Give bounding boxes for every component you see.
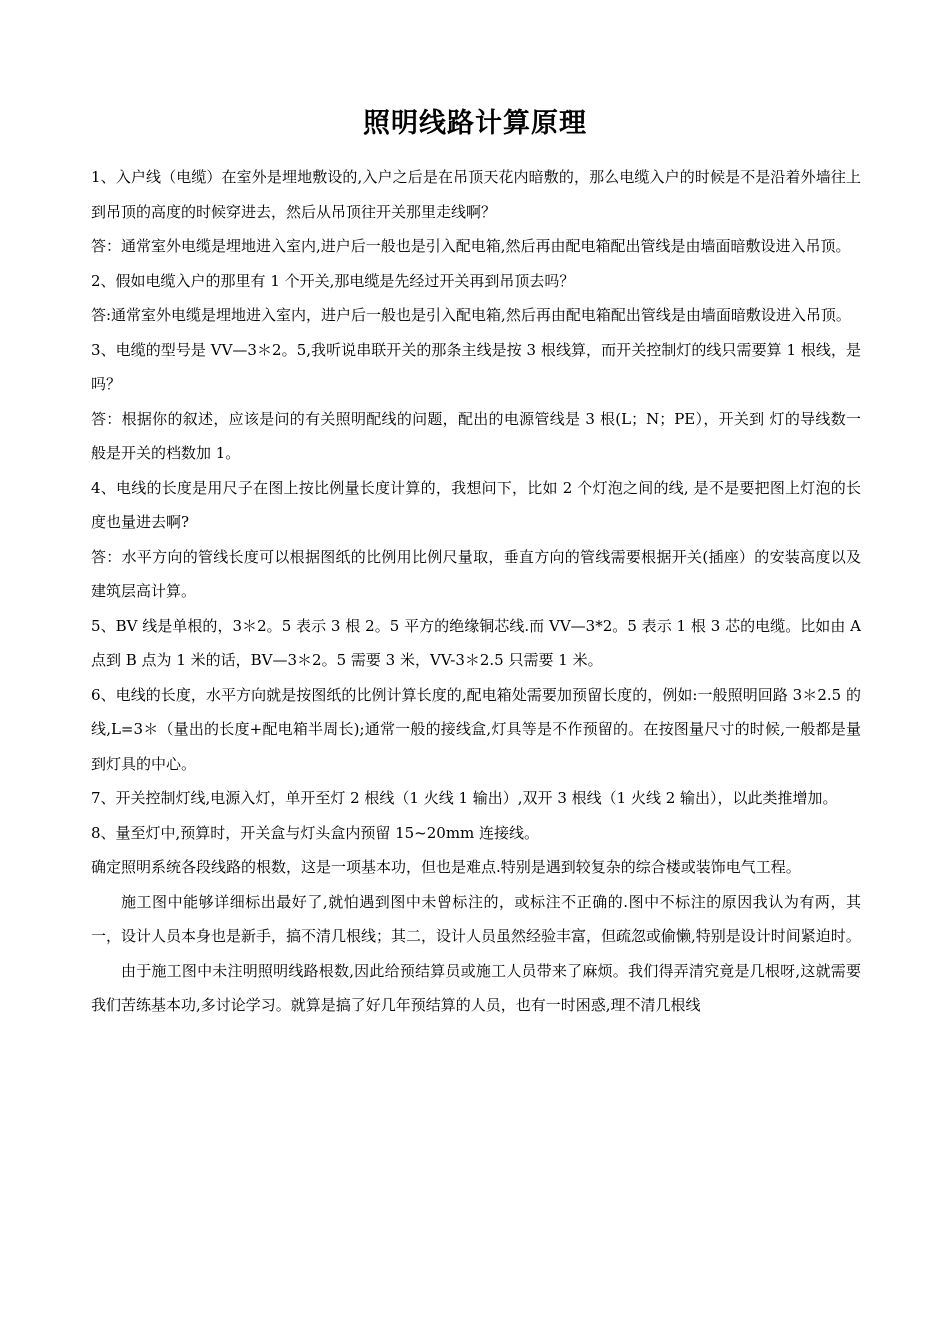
paragraph-q3: 3、电缆的型号是 VV—3＊2。5,我听说串联开关的那条主线是按 3 根线算，而开关控制灯的线只需要算 1 根线，是吗？ [91,340,861,393]
paragraph-a3: 答：根据你的叙述，应该是问的有关照明配线的问题，配出的电源管线是 3 根(L；N；PE），开关到 灯的导线数一般是开关的档数加 1。 [91,409,861,462]
paragraph-a1: 答：通常室外电缆是埋地进入室内,进户后一般也是引入配电箱,然后再由配电箱配出管线是由墙面暗敷设进入吊顶。 [91,237,851,255]
paragraph-body-1: 施工图中能够详细标出最好了,就怕遇到图中未曾标注的，或标注不正确的.图中不标注的原因我认为有两，其一，设计人员本身也是新手，搞不清几根线；其二，设计人员虽然经验丰富，但疏忽或偷懒,特别是设计时间紧迫时。 [91,892,861,945]
paragraph-a4: 答：水平方向的管线长度可以根据图纸的比例用比例尺量取，垂直方向的管线需要根据开关(插座）的安装高度以及建筑层高计算。 [91,547,861,600]
paragraph-intro: 确定照明系统各段线路的根数，这是一项基本功，但也是难点.特别是遇到较复杂的综合楼或装饰电气工程。 [91,858,801,876]
paragraph-q2: 2、假如电缆入户的那里有 1 个开关,那电缆是先经过开关再到吊顶去吗？ [91,271,575,290]
paragraph-item6: 6、电线的长度，水平方向就是按图纸的比例计算长度的,配电箱处需要加预留长度的，例如:一般照明回路 3＊2.5 的线,L=3＊（量出的长度+配电箱半周长);通常一般的接线盒,灯具等是不作预留的。在按图量尺寸的时候,一般都是量到灯具的中心。 [91,685,861,773]
paragraph-q1: 1、入户线（电缆）在室外是埋地敷设的,入户之后是在吊顶天花内暗敷的，那么电缆入户的时候是不是沿着外墙往上到吊顶的高度的时候穿进去，然后从吊顶往开关那里走线啊？ [91,168,861,221]
page-title: 照明线路计算原理 [363,108,587,139]
document-body [91,160,861,1023]
paragraph-q4: 4、电线的长度是用尺子在图上按比例量长度计算的，我想问下，比如 2 个灯泡之间的线, 是不是要把图上灯泡的长度也量进去啊? [91,478,861,531]
paragraph-item5: 5、BV 线是单根的，3＊2。5 表示 3 根 2。5 平方的绝缘铜芯线.而 VV—3*2。5 表示 1 根 3 芯的电缆。比如由 A 点到 B 点为 1 米的话，BV—3＊2。5 需要 3 米，VV-3＊2.5 只需要 1 米。 [91,616,861,669]
paragraph-body-2: 由于施工图中未注明照明线路根数,因此给预结算员或施工人员带来了麻烦。我们得弄清究竟是几根呀,这就需要我们苦练基本功,多讨论学习。就算是搞了好几年预结算的人员，也有一时困惑,理不清几根线 [91,961,861,1014]
paragraph-item7: 7、开关控制灯线,电源入灯，单开至灯 2 根线（1 火线 1 输出）,双开 3 根线（1 火线 2 输出），以此类推增加。 [91,789,838,807]
paragraph-item8: 8、量至灯中,预算时，开关盒与灯头盒内预留 15~20mm 连接线。 [91,823,540,842]
paragraph-a2: 答:通常室外电缆是埋地进入室内，进户后一般也是引入配电箱,然后再由配电箱配出管线是由墙面暗敷设进入吊顶。 [91,306,851,324]
